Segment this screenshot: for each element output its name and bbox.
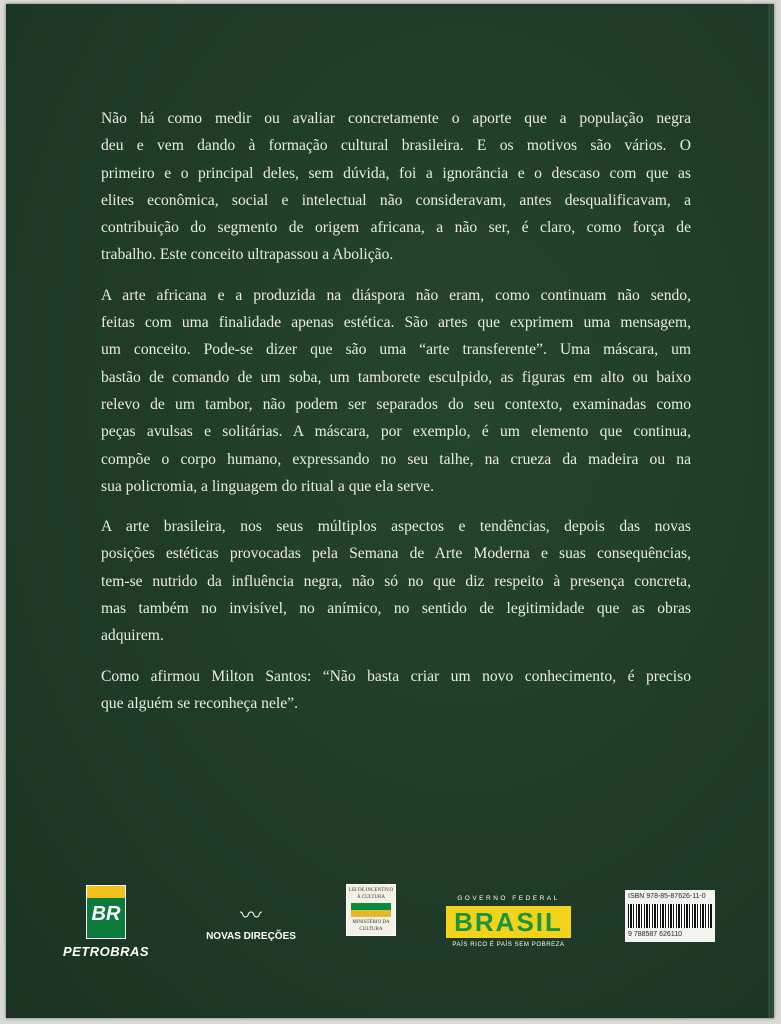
gov-slogan: PAÍS RICO É PAÍS SEM POBREZA	[452, 942, 565, 948]
text-line: sua policromia, a linguagem do ritual a que ela serve.	[101, 477, 434, 495]
br-mark: BR	[91, 903, 121, 925]
paragraph	[101, 663, 691, 718]
text-line: que alguém se reconheça nele”.	[101, 694, 298, 712]
text-line: primeiro e o principal deles, sem dúvida, foi a ignorância e o descaso com que as	[101, 164, 691, 182]
isbn-barcode	[625, 890, 715, 942]
text-line: bastão de comando de um soba, um tamborete esculpido, as figuras em alto ou baixo	[101, 368, 691, 386]
text-line: um conceito. Pode-se dizer que são uma “arte transferente”. Uma máscara, um	[101, 341, 691, 359]
text-line: Não há como medir ou avaliar concretamente o aporte que a população negra	[101, 110, 691, 127]
gov-brasil-text: BRASIL	[446, 906, 571, 938]
text-line: mas também no invisível, no anímico, no sentido de legitimidade que as obras	[101, 600, 691, 618]
minc-bottom-text: MINISTÉRIO DA CULTURA	[352, 920, 390, 932]
text-line: elites econômica, social e intelectual não consideravam, antes desqualificavam, a	[101, 191, 691, 209]
petrobras-label: PETROBRAS	[62, 944, 150, 959]
text-line: trabalho. Este conceito ultrapassou a Abolição.	[101, 246, 394, 264]
minc-top-text: LEI DE INCENTIVO À CULTURA	[348, 888, 394, 900]
synopsis-text	[101, 105, 691, 730]
text-line: deu e vem dando à formação cultural brasileira. E os motivos são vários. O	[101, 137, 691, 155]
barcode-digits: 9 788587 626110	[628, 931, 682, 938]
text-line: relevo de um tambor, não podem ser separados do seu contexto, examinadas como	[101, 395, 691, 413]
text-line: adquirem.	[101, 627, 164, 645]
novas-direcoes-label: NOVAS DIREÇÕES	[206, 931, 296, 942]
gov-top-text: GOVERNO FEDERAL	[457, 895, 560, 902]
text-line: compõe o corpo humano, expressando no seu talhe, na crueza da madeira ou na	[101, 450, 691, 468]
text-line: posições estéticas provocadas pela Semana de Arte Moderna e suas consequências,	[101, 545, 691, 563]
text-line: A arte africana e a produzida na diáspora não eram, como continuam não sendo,	[101, 286, 691, 304]
petrobras-logo	[56, 880, 156, 960]
text-line: feitas com uma finalidade apenas estética. São artes que exprimem uma mensagem,	[101, 314, 691, 332]
text-line: Como afirmou Milton Santos: “Não basta criar um novo conhecimento, é preciso	[101, 667, 691, 685]
text-line: tem-se nutrido da influência negra, não só no que diz respeito à presença concreta,	[101, 572, 691, 590]
ministerio-cultura-logo	[346, 884, 396, 936]
text-line: contribuição do segmento de origem africana, a não ser, é claro, como força de	[101, 219, 691, 237]
flag-icon	[351, 903, 391, 917]
isbn-label: ISBN 978-85-87626-11-0	[628, 893, 706, 900]
paragraph	[101, 105, 691, 269]
paragraph	[101, 282, 691, 500]
text-line: peças avulsas e solitárias. A máscara, por exemplo, é um elemento que continua,	[101, 423, 691, 441]
book-back-cover	[6, 4, 774, 1018]
bird-icon: 〰	[239, 903, 262, 928]
barcode-icon	[628, 904, 712, 928]
text-line: A arte brasileira, nos seus múltiplos aspectos e tendências, depois das novas	[101, 518, 691, 536]
sponsor-logos	[6, 880, 781, 970]
paragraph	[101, 513, 691, 649]
novas-direcoes-logo	[201, 902, 301, 943]
governo-federal-logo	[446, 894, 571, 950]
